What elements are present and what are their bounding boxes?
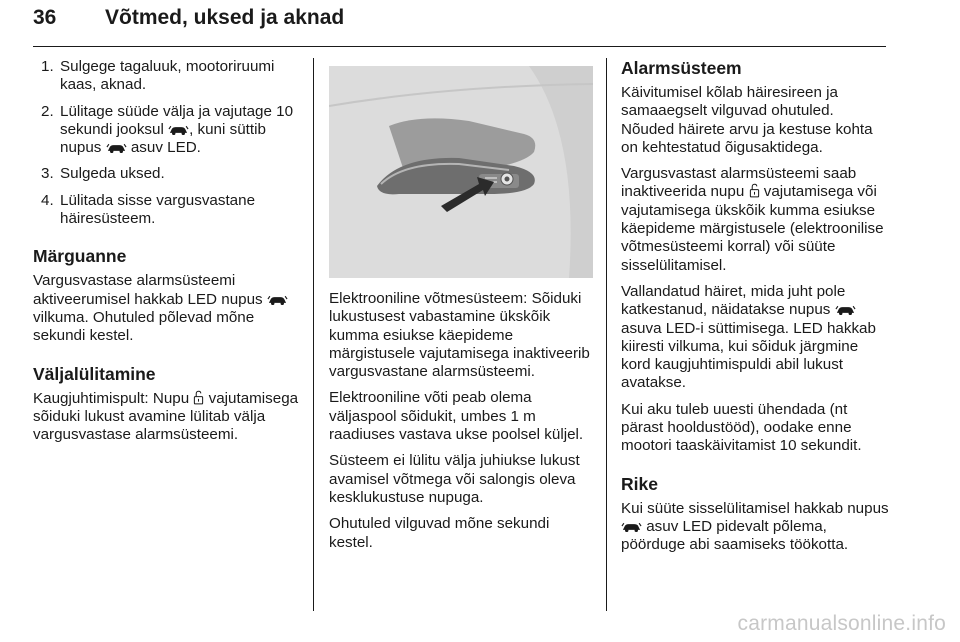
paragraph: Kui aku tuleb uuesti ühendada (nt pärast hooldustööd), oodake enne mootori taaskäivitamist 10 sekundit. bbox=[621, 400, 862, 455]
car-alarm-icon bbox=[168, 124, 189, 136]
header-divider bbox=[33, 46, 886, 47]
column-left bbox=[33, 58, 301, 452]
column-middle bbox=[329, 58, 593, 560]
column-divider bbox=[313, 58, 314, 611]
door-handle-illustration bbox=[329, 66, 593, 278]
car-alarm-icon bbox=[621, 521, 642, 533]
padlock-open-icon bbox=[749, 183, 760, 198]
car-alarm-icon bbox=[835, 304, 856, 316]
list-item: 4. Lülitada sisse vargusvastane häiresüsteem. bbox=[41, 191, 256, 228]
list-item: 1. Sulgege tagaluuk, mootoriruumi kaas, aknad. bbox=[41, 58, 275, 94]
paragraph: Elektrooniline võtmesüsteem: Sõiduki lukustusest vabastamine ükskõik kumma esiukse käepideme märgistusele vajutamisega inaktiveerib vargusvastane alarmsüsteemi. bbox=[329, 290, 590, 381]
section-heading: Märguanne bbox=[33, 246, 127, 267]
paragraph: Kui süüte sisselülitamisel hakkab nupus asuv LED pidevalt põlema, pöörduge abi saamiseks töökotta. bbox=[621, 499, 889, 554]
paragraph: Süsteem ei lülitu välja juhiukse lukust avamisel võtmega või salongis oleva kesklukustuse nupuga. bbox=[329, 452, 580, 506]
paragraph: Käivitumisel kõlab häiresireen ja samaaegselt vilguvad ohutuled. Nõuded häirete arvu ja kestuse kohta on kehtestatud õigusaktidega. bbox=[621, 84, 873, 156]
list-item: 2. Lülitage süüde välja ja vajutage 10 sekundi jooksul , kuni süttib nupus asuv LED. bbox=[41, 102, 294, 157]
page-number: 36 bbox=[33, 6, 57, 29]
section-heading: Rike bbox=[621, 473, 658, 494]
car-alarm-icon bbox=[267, 294, 288, 306]
column-divider bbox=[606, 58, 607, 611]
list-item: 3. Sulgeda uksed. bbox=[41, 165, 165, 183]
paragraph: Vallandatud häiret, mida juht pole katkestanud, näidatakse nupus asuva LED-i süttimisega. LED hakkab kiiresti vilkuma, kui sõiduk järgmine kord kaugjuhtimispuldi abil lukust avatakse. bbox=[621, 282, 876, 392]
paragraph: Kaugjuhtimispult: Nupu vajutamisega sõiduki lukust avamine lülitab välja vargusvastase alarmsüsteemi. bbox=[33, 389, 299, 444]
paragraph: Ohutuled vilguvad mõne sekundi kestel. bbox=[329, 515, 550, 551]
door-handle-image bbox=[329, 66, 593, 278]
paragraph: Vargusvastase alarmsüsteemi aktiveerumisel hakkab LED nupus vilkuma. Ohutuled põlevad mõne sekundi kestel. bbox=[33, 272, 301, 345]
paragraph: Vargusvastast alarmsüsteemi saab inaktiveerida nupu vajutamisega või vajutamisega ükskõik kumma esiukse käepideme märgistusele (elektroonilise võtmesüsteemi korral) või süüte sisselülitamisel. bbox=[621, 165, 884, 274]
padlock-open-icon bbox=[193, 390, 204, 405]
page-header bbox=[33, 4, 886, 46]
watermark-brand: carmanualsonline.info bbox=[737, 612, 946, 635]
page-title: Võtmed, uksed ja aknad bbox=[105, 6, 345, 29]
car-alarm-icon bbox=[106, 142, 127, 154]
section-heading: Alarmsüsteem bbox=[621, 58, 742, 78]
paragraph: Elektrooniline võti peab olema väljaspool sõidukit, umbes 1 m raadiuses vastava ukse poolsel küljel. bbox=[329, 389, 584, 444]
column-right bbox=[621, 58, 889, 563]
steps-list bbox=[33, 58, 301, 228]
section-heading: Väljalülitamine bbox=[33, 363, 156, 384]
